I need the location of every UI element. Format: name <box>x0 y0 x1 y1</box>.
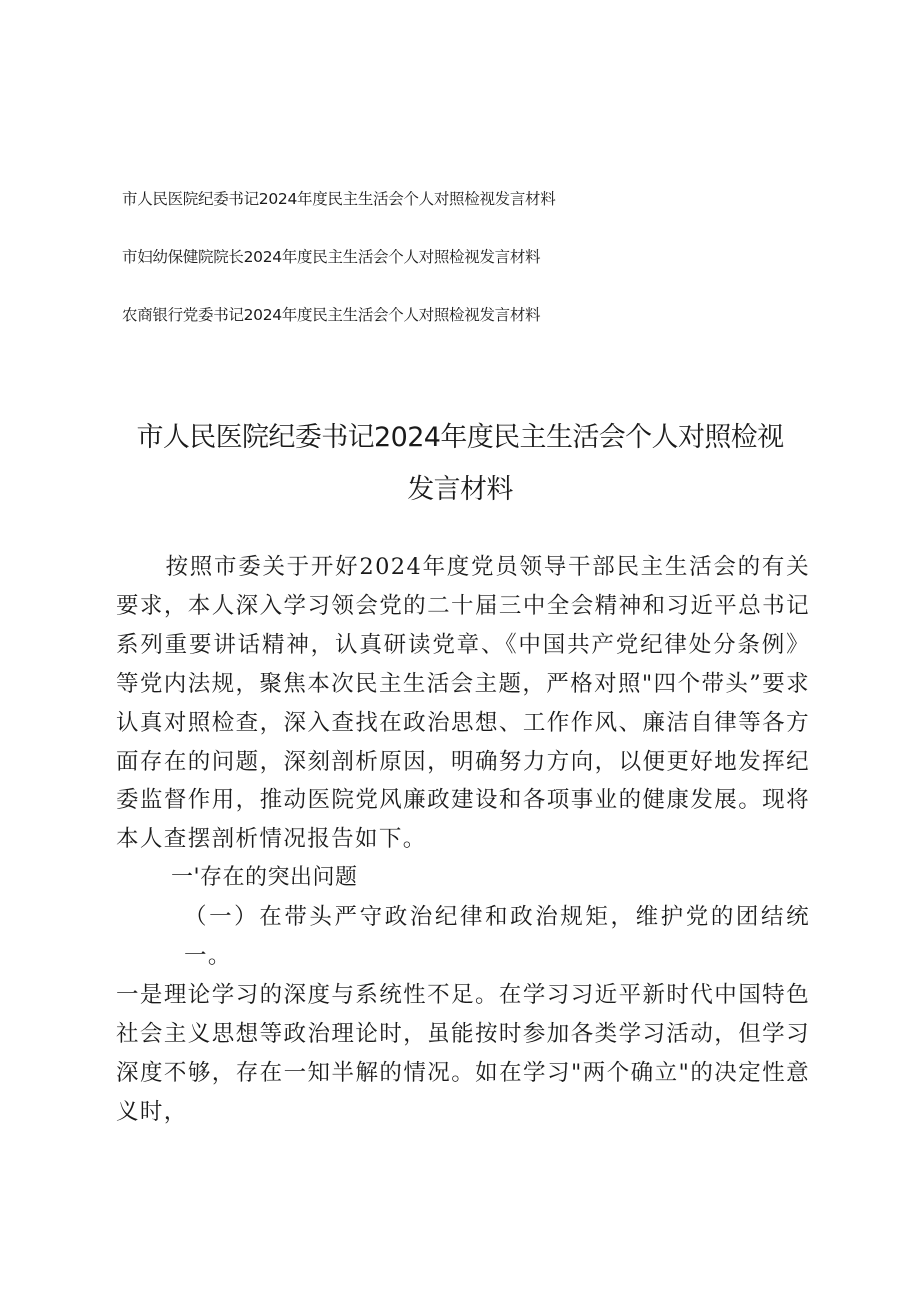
title-line-2: 发言材料 <box>407 474 513 505</box>
toc-item: 农商银行党委书记2024年度民主生活会个人对照检视发言材料 <box>122 306 541 324</box>
body-paragraph: 一是理论学习的深度与系统性不足。在学习习近平新时代中国特色社会主义思想等政治理论时，虽能按时参加各类学习活动，但学习深度不够，存在一知半解的情况。如在学习"两个确立"的决定性意义时， <box>116 981 810 1125</box>
intro-paragraph: 按照市委关于开好2024年度党员领导干部民主生活会的有关要求，本人深入学习领会党的二十届三中全会精神和习近平总书记系列重要讲话精神，认真研读党章、《中国共产党纪律处分条例》等党内法规，聚焦本次民主生活会主题，严格对照"四个带头”要求认真对照检查，深入查找在政治思想、工作作风、廉洁自律等各方面存在的问题，深刻剖析原因，明确努力方向，以便更好地发挥纪委监督作用，推动医院党风廉政建设和各项事业的健康发展。现将本人查摆剖析情况报告如下。 <box>116 554 810 853</box>
table-of-contents <box>122 186 762 360</box>
subsection-heading: （一）在带头严守政治纪律和政治规矩，维护党的团结统一。 <box>184 904 810 970</box>
toc-item: 市妇幼保健院院长2024年度民主生活会个人对照检视发言材料 <box>122 248 541 266</box>
document-body <box>116 548 810 1132</box>
document-title <box>110 412 810 516</box>
section-heading: 一'存在的突出问题 <box>171 865 358 891</box>
toc-item: 市人民医院纪委书记2024年度民主生活会个人对照检视发言材料 <box>122 190 556 208</box>
title-line-1: 市人民医院纪委书记2024年度民主生活会个人对照检视 <box>136 422 784 453</box>
